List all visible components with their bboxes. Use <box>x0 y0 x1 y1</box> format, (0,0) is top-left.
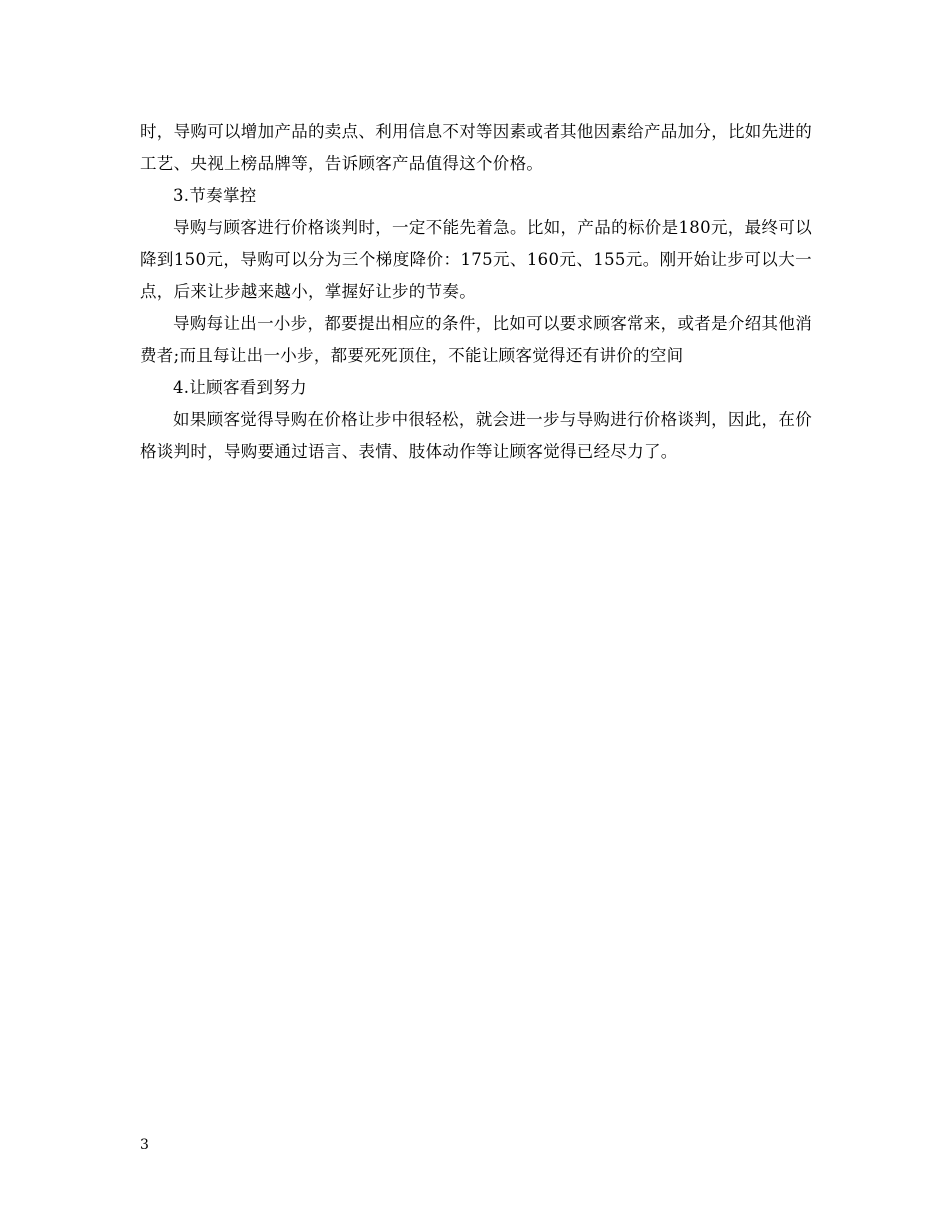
section-heading-show-effort: 4.让顾客看到努力 <box>173 378 307 397</box>
document-body <box>140 116 812 468</box>
paragraph-conditions: 导购每让出一小步，都要提出相应的条件，比如可以要求顾客常来，或者是介绍其他消费者;而且每让出一小步，都要死死顶住，不能让顾客觉得还有讲价的空间 <box>140 314 812 365</box>
paragraph-effort: 如果顾客觉得导购在价格让步中很轻松，就会进一步与导购进行价格谈判，因此，在价格谈判时，导购要通过语言、表情、肢体动作等让顾客觉得已经尽力了。 <box>140 410 812 461</box>
paragraph-continuation: 时，导购可以增加产品的卖点、利用信息不对等因素或者其他因素给产品加分，比如先进的工艺、央视上榜品牌等，告诉顾客产品值得这个价格。 <box>140 122 812 173</box>
page-number: 3 <box>140 1137 149 1153</box>
paragraph-price-steps: 导购与顾客进行价格谈判时，一定不能先着急。比如，产品的标价是180元，最终可以降到150元，导购可以分为三个梯度降价：175元、160元、155元。刚开始让步可以大一点，后来让步越来越小，掌握好让步的节奏。 <box>140 218 812 301</box>
section-heading-rhythm-control: 3.节奏掌控 <box>173 186 257 205</box>
